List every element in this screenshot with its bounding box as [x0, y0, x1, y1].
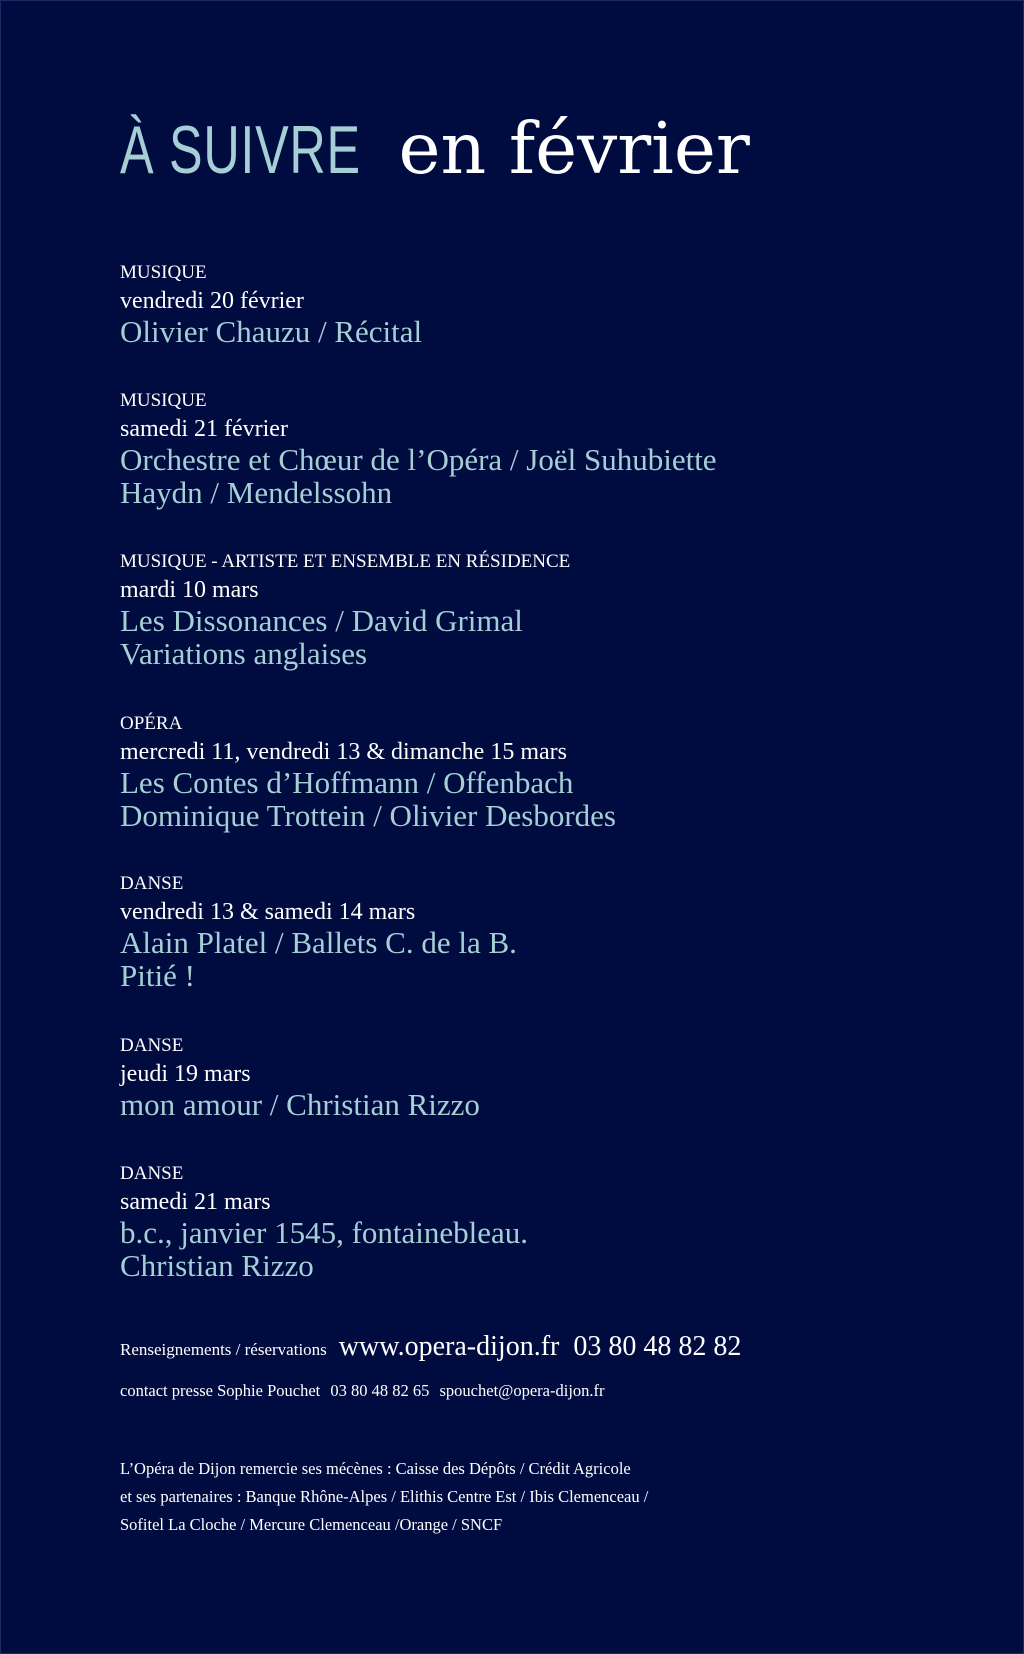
event-subtitle: Haydn / Mendelssohn: [120, 475, 393, 510]
page-title: [120, 107, 750, 190]
press-phone: 03 80 48 82 65: [330, 1381, 430, 1400]
event-date: samedi 21 février: [120, 416, 288, 442]
event-category: MUSIQUE: [120, 262, 207, 283]
event-item: [120, 1032, 1000, 1160]
event-subtitle: Variations anglaises: [120, 636, 368, 671]
event-subtitle: Dominique Trottein / Olivier Desbordes: [120, 798, 616, 833]
sponsors-block: [120, 1455, 1000, 1539]
event-subtitle: Pitié !: [120, 958, 195, 993]
event-item: [120, 259, 1000, 387]
sponsors-line: et ses partenaires : Banque Rhône-Alpes / Elithis Centre Est / Ibis Clemenceau /: [120, 1487, 649, 1506]
event-title: Olivier Chauzu / Récital: [120, 314, 423, 349]
sponsors-line: Sofitel La Cloche / Mercure Clemenceau /Orange / SNCF: [120, 1515, 503, 1534]
title-main: en février: [398, 107, 750, 190]
event-category: OPÉRA: [120, 713, 183, 734]
event-category: DANSE: [120, 1163, 184, 1184]
event-date: jeudi 19 mars: [120, 1061, 251, 1087]
event-item: [120, 1160, 1000, 1282]
press-contact: [120, 1381, 611, 1401]
event-list: [120, 259, 1000, 1282]
sponsors-line: L’Opéra de Dijon remercie ses mécènes : Caisse des Dépôts / Crédit Agricole: [120, 1459, 631, 1478]
contact-line: [120, 1331, 741, 1363]
event-category: MUSIQUE - ARTISTE ET ENSEMBLE EN RÉSIDENCE: [120, 551, 571, 572]
event-title: Les Dissonances / David Grimal: [120, 603, 523, 638]
event-category: DANSE: [120, 1035, 184, 1056]
event-date: mercredi 11, vendredi 13 & dimanche 15 mars: [120, 739, 567, 765]
event-item: [120, 710, 1000, 870]
event-category: MUSIQUE: [120, 390, 207, 411]
event-date: vendredi 20 février: [120, 288, 304, 314]
event-title: mon amour / Christian Rizzo: [120, 1087, 480, 1122]
event-date: mardi 10 mars: [120, 577, 259, 603]
event-title: Orchestre et Chœur de l’Opéra / Joël Suhubiette: [120, 442, 717, 477]
event-category: DANSE: [120, 873, 184, 894]
event-title: Les Contes d’Hoffmann / Offenbach: [120, 765, 574, 800]
phone-number: 03 80 48 82 82: [573, 1331, 742, 1362]
event-item: [120, 548, 1000, 710]
website-link[interactable]: www.opera-dijon.fr: [338, 1331, 560, 1362]
event-date: samedi 21 mars: [120, 1189, 271, 1215]
event-title: Alain Platel / Ballets C. de la B.: [120, 925, 517, 960]
event-subtitle: Christian Rizzo: [120, 1248, 314, 1283]
event-title: b.c., janvier 1545, fontainebleau.: [120, 1215, 529, 1250]
contact-label: Renseignements / réservations: [120, 1340, 327, 1359]
press-label: contact presse Sophie Pouchet: [120, 1381, 321, 1400]
title-kicker: À SUIVRE: [120, 112, 361, 188]
event-date: vendredi 13 & samedi 14 mars: [120, 899, 416, 925]
event-item: [120, 870, 1000, 1032]
press-email-link[interactable]: spouchet@opera-dijon.fr: [439, 1381, 605, 1400]
event-item: [120, 387, 1000, 548]
